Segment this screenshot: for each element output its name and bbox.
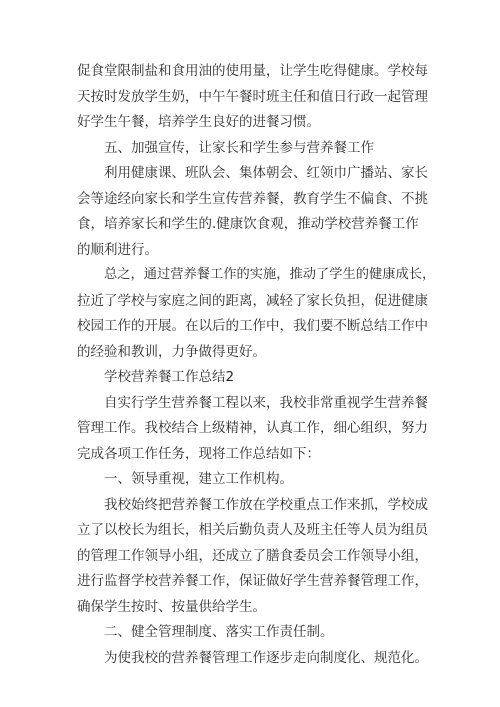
paragraph-line: 利用健康课、班队会、集体朝会、红领巾广播站、家长	[104, 165, 428, 181]
paragraph-line: 进行监督学校营养餐工作，保证做好学生营养餐管理工作，	[77, 573, 428, 589]
paragraph-line: 校园工作的开展。在以后的工作中，我们要不断总结工作中	[77, 318, 428, 334]
paragraph-line: 立了以校长为组长，相关后勤负责人及班主任等人员为组员	[77, 522, 428, 538]
paragraph-line: 的经验和教训，力争做得更好。	[77, 344, 266, 360]
paragraph-line: 好学生午餐，培养学生良好的进餐习惯。	[77, 114, 320, 130]
paragraph-line: 总之，通过营养餐工作的实施，推动了学生的健康成长，	[104, 267, 436, 282]
paragraph-line: 为使我校的营养餐管理工作逐步走向制度化、规范化。	[104, 650, 428, 666]
paragraph-line: 确保学生按时、按量供给学生。	[77, 599, 266, 615]
paragraph-line: 会等途经向家长和学生宣传营养餐，教育学生不偏食、不挑	[77, 191, 428, 207]
section-heading: 二、健全管理制度、落实工作责任制。	[104, 624, 334, 640]
paragraph-line: 天按时发放学生奶，中午午餐时班主任和值日行政一起管理	[77, 89, 428, 105]
paragraph-line: 食，培养家长和学生的.健康饮食观，推动学校营养餐工作	[77, 216, 419, 232]
paragraph-line: 完成各项工作任务，现将工作总结如下：	[77, 446, 320, 462]
section-heading: 五、加强宣传，让家长和学生参与营养餐工作	[104, 140, 374, 156]
paragraph-line: 拉近了学校与家庭之间的距离，减轻了家长负担，促进健康	[77, 293, 428, 309]
paragraph-line: 促食堂限制盐和食用油的使用量，让学生吃得健康。学校每	[77, 63, 428, 79]
paragraph-line: 我校始终把营养餐工作放在学校重点工作来抓，学校成	[104, 497, 428, 513]
document-title: 学校营养餐工作总结2	[104, 369, 235, 385]
section-heading: 一、领导重视，建立工作机构。	[104, 471, 293, 487]
paragraph-line: 自实行学生营养餐工程以来，我校非常重视学生营养餐	[104, 395, 428, 411]
paragraph-line: 的顺利进行。	[77, 242, 158, 258]
paragraph-line: 的管理工作领导小组，还成立了膳食委员会工作领导小组，	[77, 548, 428, 564]
paragraph-line: 管理工作。我校结合上级精神，认真工作，细心组织，努力	[77, 420, 428, 436]
